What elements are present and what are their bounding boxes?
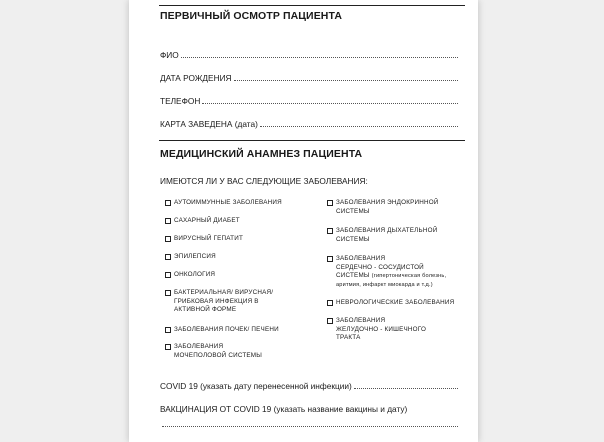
checkbox[interactable] bbox=[327, 318, 333, 324]
checkbox-item-gastro[interactable]: ЗАБОЛЕВАНИЯ ЖЕЛУДОЧНО - КИШЕЧНОГО ТРАКТА bbox=[327, 317, 426, 343]
checkbox-item-respiratory[interactable]: ЗАБОЛЕВАНИЯ ДЫХАТЕЛЬНОЙ СИСТЕМЫ bbox=[327, 227, 437, 244]
checkbox[interactable] bbox=[165, 327, 171, 333]
checkbox[interactable] bbox=[165, 272, 171, 278]
checkbox[interactable] bbox=[327, 300, 333, 306]
phone-input-line[interactable] bbox=[202, 102, 458, 104]
birthdate-label: ДАТА РОЖДЕНИЯ bbox=[160, 73, 232, 83]
checkbox-item-infection[interactable]: БАКТЕРИАЛЬНАЯ/ ВИРУСНАЯ/ ГРИБКОВАЯ ИНФЕКЦИЯ В АКТИВНОЙ ФОРМЕ bbox=[165, 289, 273, 315]
top-divider bbox=[159, 5, 465, 6]
birthdate-input-line[interactable] bbox=[234, 79, 458, 81]
middle-divider bbox=[159, 140, 465, 141]
checkbox-item-endocrine[interactable]: ЗАБОЛЕВАНИЯ ЭНДОКРИННОЙ СИСТЕМЫ bbox=[327, 199, 439, 216]
checkbox[interactable] bbox=[327, 200, 333, 206]
checkbox[interactable] bbox=[165, 218, 171, 224]
checkbox-item-oncology[interactable]: ОНКОЛОГИЯ bbox=[165, 271, 215, 280]
checkbox-item-urogenital[interactable]: ЗАБОЛЕВАНИЯ МОЧЕПОЛОВОЙ СИСТЕМЫ bbox=[165, 343, 262, 360]
fio-label: ФИО bbox=[160, 50, 179, 60]
checkbox[interactable] bbox=[165, 236, 171, 242]
checkbox[interactable] bbox=[165, 290, 171, 296]
vaccine-field[interactable] bbox=[160, 417, 458, 429]
checkbox[interactable] bbox=[327, 256, 333, 262]
vaccine-input-line[interactable] bbox=[162, 425, 458, 427]
birthdate-field[interactable] bbox=[160, 71, 458, 83]
fio-field[interactable] bbox=[160, 48, 458, 60]
checkbox[interactable] bbox=[165, 344, 171, 350]
card-date-field[interactable] bbox=[160, 117, 458, 129]
covid-field[interactable] bbox=[160, 379, 458, 391]
checkbox-item-hepatitis[interactable]: ВИРУСНЫЙ ГЕПАТИТ bbox=[165, 235, 243, 244]
checkbox[interactable] bbox=[327, 228, 333, 234]
vaccine-label: ВАКЦИНАЦИЯ ОТ COVID 19 (указать название вакцины и дату) bbox=[160, 404, 408, 414]
checkbox-item-cardiovascular[interactable]: ЗАБОЛЕВАНИЯ СЕРДЕЧНО - СОСУДИСТОЙ СИСТЕМЫ (гипертоническая болезнь, аритмия, инфаркт миокарда и т.д.) bbox=[327, 255, 446, 289]
checkbox[interactable] bbox=[165, 254, 171, 260]
covid-label: COVID 19 (указать дату перенесенной инфекции) bbox=[160, 381, 352, 391]
card-date-input-line[interactable] bbox=[260, 125, 458, 127]
checkbox-item-neurological[interactable]: НЕВРОЛОГИЧЕСКИЕ ЗАБОЛЕВАНИЯ bbox=[327, 299, 454, 308]
section1-title: ПЕРВИЧНЫЙ ОСМОТР ПАЦИЕНТА bbox=[160, 10, 343, 22]
checkbox-item-kidney-liver[interactable]: ЗАБОЛЕВАНИЯ ПОЧЕК/ ПЕЧЕНИ bbox=[165, 326, 279, 335]
checkbox-item-diabetes[interactable]: САХАРНЫЙ ДИАБЕТ bbox=[165, 217, 240, 226]
checkbox[interactable] bbox=[165, 200, 171, 206]
checkbox-item-autoimmune[interactable]: АУТОИММУННЫЕ ЗАБОЛЕВАНИЯ bbox=[165, 199, 282, 208]
section2-title: МЕДИЦИНСКИЙ АНАМНЕЗ ПАЦИЕНТА bbox=[160, 148, 363, 160]
phone-field[interactable] bbox=[160, 94, 458, 106]
checkbox-item-epilepsy[interactable]: ЭПИЛЕПСИЯ bbox=[165, 253, 216, 262]
card-date-label: КАРТА ЗАВЕДЕНА (дата) bbox=[160, 119, 258, 129]
covid-input-line[interactable] bbox=[354, 387, 458, 389]
form-page bbox=[129, 0, 478, 442]
phone-label: ТЕЛЕФОН bbox=[160, 96, 201, 106]
conditions-question: ИМЕЮТСЯ ЛИ У ВАС СЛЕДУЮЩИЕ ЗАБОЛЕВАНИЯ: bbox=[160, 176, 368, 186]
fio-input-line[interactable] bbox=[181, 56, 458, 58]
